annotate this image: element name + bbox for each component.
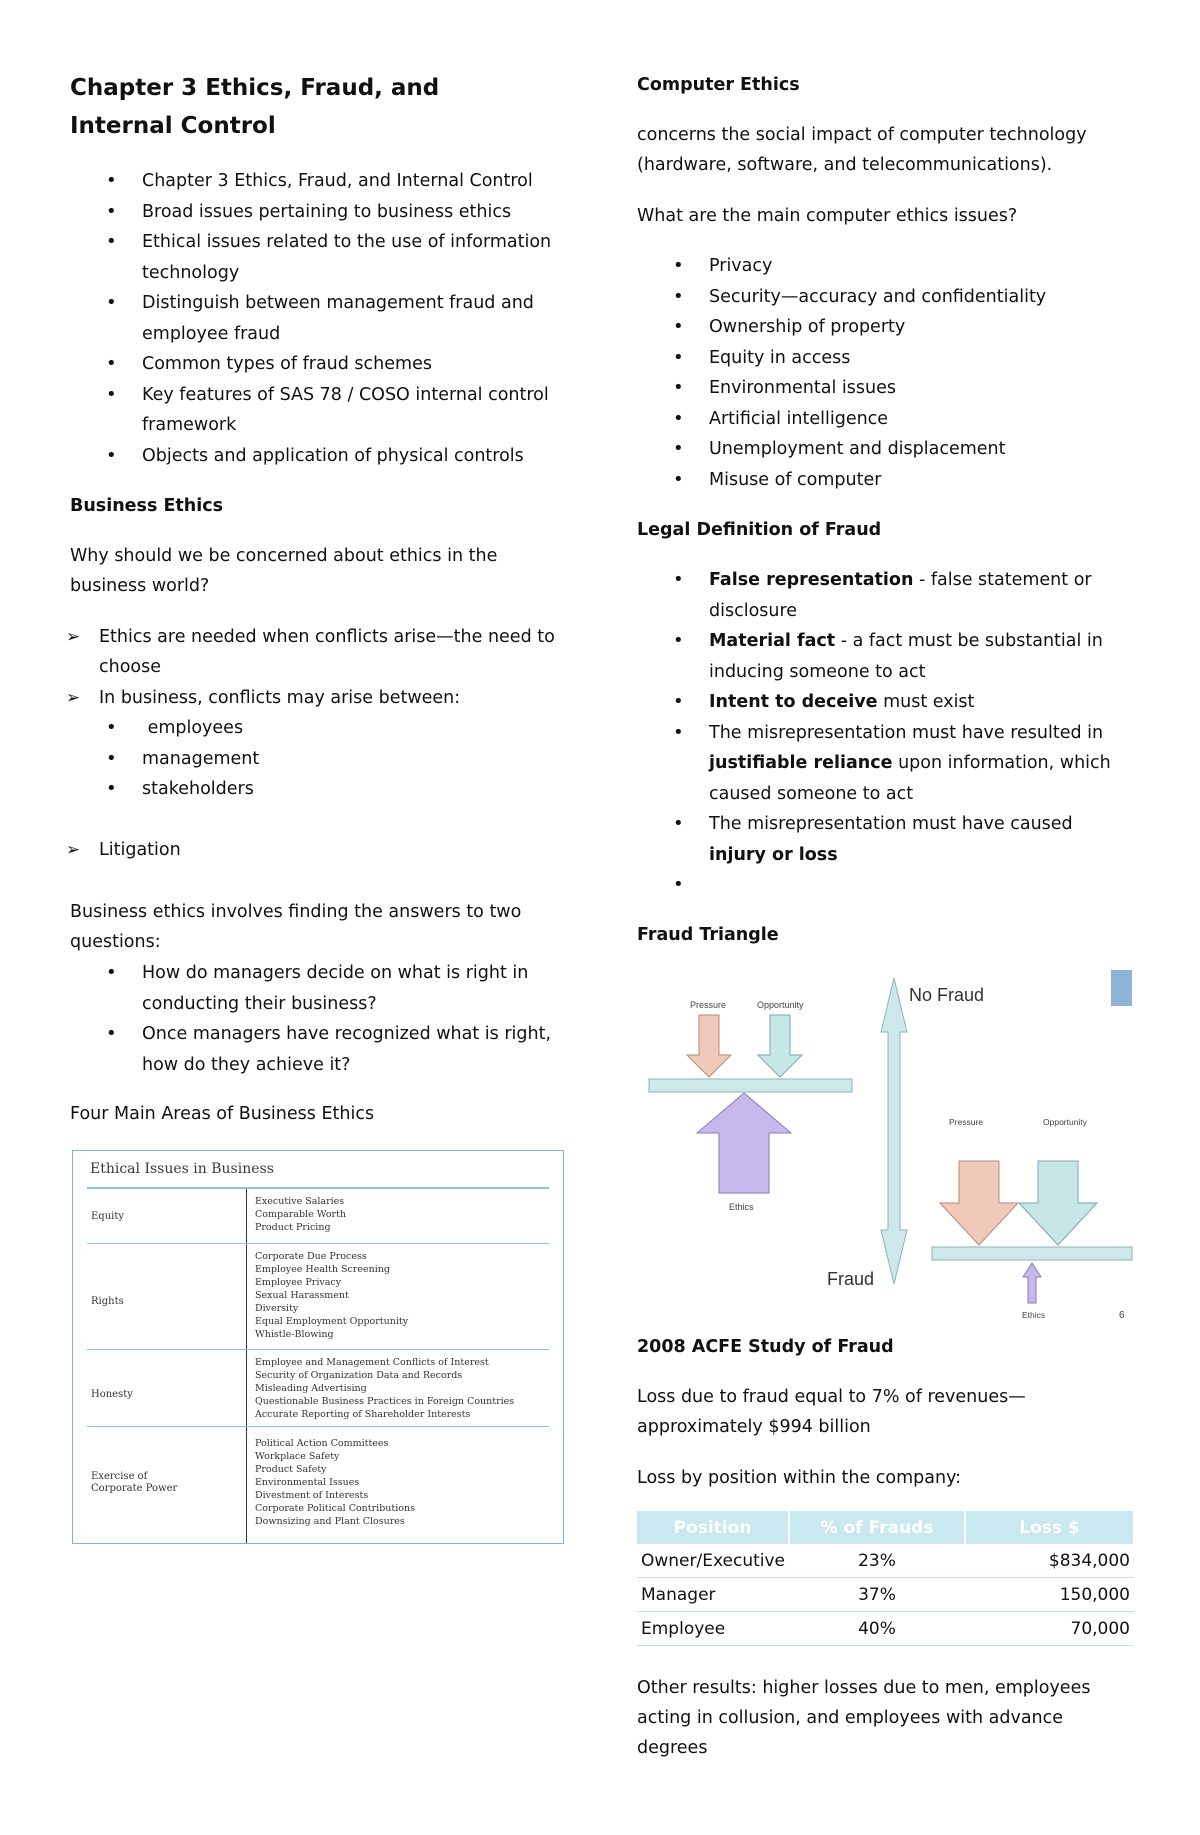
- list-item: • Ethical issues related to the use of information technology: [142, 227, 562, 288]
- category-label: Equity: [91, 1211, 125, 1222]
- opportunity-label: Opportunity: [1043, 1117, 1087, 1127]
- table-cell: Executive Salaries: [255, 1196, 345, 1207]
- table-header-row: [637, 1511, 1134, 1544]
- arrow-item: [66, 835, 569, 865]
- table-cell: Security of Organization Data and Records: [255, 1370, 463, 1381]
- ethics-table-title: Ethical Issues in Business: [90, 1161, 274, 1177]
- arrow-item-text: In business, conflicts may arise between:: [99, 688, 461, 708]
- term: justifiable reliance: [709, 753, 893, 773]
- opportunity-arrow: [1019, 1161, 1097, 1245]
- table-cell: Owner/Executive: [637, 1544, 789, 1578]
- list-item: • Distinguish between management fraud and employee fraud: [142, 288, 562, 349]
- balance-bar-top: [649, 1079, 852, 1092]
- list-item: • Privacy: [709, 251, 1129, 282]
- list-item: • Unemployment and displacement: [709, 434, 1129, 465]
- ethics-questions-list: [142, 958, 562, 1080]
- term: Material fact: [709, 631, 836, 651]
- list-item: [709, 870, 1134, 901]
- category-items: [255, 1437, 415, 1528]
- table-row: [637, 1612, 1134, 1646]
- business-ethics-intro: Business ethics involves finding the answers to two questions:: [70, 902, 522, 952]
- fraud-triangle-heading: Fraud Triangle: [637, 925, 779, 945]
- table-cell: Employee: [637, 1612, 789, 1646]
- list-item: • Environmental issues: [709, 373, 1129, 404]
- computer-ethics-question: What are the main computer ethics issues?: [637, 206, 1018, 226]
- table-cell: Workplace Safety: [255, 1451, 340, 1462]
- list-item: • Security—accuracy and confidentiality: [709, 282, 1129, 313]
- table-cell: Equal Employment Opportunity: [255, 1316, 409, 1327]
- list-item: [709, 718, 1134, 810]
- pressure-label: Pressure: [690, 1000, 727, 1010]
- category-label: Honesty: [91, 1389, 133, 1400]
- computer-ethics-issues-list: [709, 251, 1129, 495]
- arrow-bullet-icon: ➢: [66, 688, 81, 708]
- ethics-arrow-large: [697, 1093, 791, 1193]
- table-cell: Manager: [637, 1578, 789, 1612]
- arrow-item: [66, 622, 569, 682]
- list-item: • Once managers have recognized what is right, how do they achieve it?: [142, 1019, 562, 1080]
- category-items: [255, 1356, 514, 1421]
- opportunity-arrow: [758, 1015, 802, 1077]
- page-title: Chapter 3 Ethics, Fraud, and Internal Control: [70, 75, 440, 139]
- list-item: • Common types of fraud schemes: [142, 349, 562, 380]
- legal-fraud-list: [709, 565, 1134, 901]
- list-item: [709, 809, 1134, 870]
- acfe-loss-text: Loss due to fraud equal to 7% of revenues—approximately $994 billion: [637, 1387, 1026, 1437]
- list-item: • How do managers decide on what is right in conducting their business?: [142, 958, 562, 1019]
- ethics-label: Ethics: [729, 1202, 754, 1212]
- list-item: • Chapter 3 Ethics, Fraud, and Internal Control: [142, 166, 562, 197]
- column-header: Loss $: [965, 1511, 1134, 1544]
- list-item: • Key features of SAS 78 / COSO internal control framework: [142, 380, 562, 441]
- table-cell: Sexual Harassment: [255, 1290, 349, 1301]
- definition: - false statement or disclosure: [709, 570, 1092, 621]
- column-header: % of Frauds: [789, 1511, 965, 1544]
- table-cell: Product Pricing: [255, 1222, 331, 1233]
- table-cell: Product Safety: [255, 1464, 327, 1475]
- table-cell: Accurate Reporting of Shareholder Interests: [255, 1409, 471, 1420]
- table-rule: [87, 1187, 549, 1189]
- list-item: • Equity in access: [709, 343, 1129, 374]
- table-cell: Employee and Management Conflicts of Interest: [255, 1357, 489, 1368]
- four-areas-caption: Four Main Areas of Business Ethics: [70, 1104, 375, 1124]
- arrow-bullet-icon: ➢: [66, 840, 81, 860]
- table-cell: Divestment of Interests: [255, 1490, 369, 1501]
- computer-ethics-definition: concerns the social impact of computer technology (hardware, software, and telecommunications).: [637, 125, 1087, 175]
- fraud-by-position-table: [637, 1511, 1135, 1646]
- table-cell: Downsizing and Plant Closures: [255, 1516, 405, 1527]
- list-item: • employees: [142, 713, 542, 744]
- definition: The misrepresentation must have resulted in: [709, 722, 1104, 743]
- table-cell: Questionable Business Practices in Foreign Countries: [255, 1396, 515, 1407]
- balance-bar-bottom: [932, 1247, 1132, 1260]
- table-cell: Employee Health Screening: [255, 1264, 390, 1275]
- arrow-item-text: Litigation: [99, 840, 181, 860]
- no-fraud-label: No Fraud: [909, 985, 985, 1005]
- category-items: [255, 1250, 408, 1341]
- category-label: Exercise of Corporate Power: [91, 1471, 178, 1494]
- conflict-parties-list: [142, 713, 542, 805]
- slide-accent: [1111, 970, 1132, 1006]
- list-item: • Misuse of computer: [709, 465, 1129, 496]
- table-row: [637, 1544, 1134, 1578]
- pressure-label: Pressure: [949, 1117, 984, 1127]
- ethics-arrow-small: [1023, 1263, 1041, 1303]
- table-cell: 150,000: [965, 1578, 1134, 1612]
- column-header: Position: [637, 1511, 789, 1544]
- acfe-heading: 2008 ACFE Study of Fraud: [637, 1337, 894, 1357]
- definition: The misrepresentation must have caused: [709, 814, 1073, 834]
- opportunity-label: Opportunity: [757, 1000, 804, 1010]
- table-cell: Corporate Due Process: [255, 1251, 367, 1262]
- list-item: • Ownership of property: [709, 312, 1129, 343]
- fraud-label: Fraud: [827, 1269, 875, 1289]
- table-cell: Whistle-Blowing: [255, 1329, 334, 1340]
- arrow-bullet-icon: ➢: [66, 627, 81, 647]
- definition: must exist: [877, 692, 975, 712]
- table-rule: [87, 1243, 549, 1244]
- list-item: [709, 687, 1134, 718]
- list-item: • Artificial intelligence: [709, 404, 1129, 435]
- computer-ethics-heading: Computer Ethics: [637, 75, 800, 95]
- table-cell: Employee Privacy: [255, 1277, 342, 1288]
- term: injury or loss: [709, 844, 838, 865]
- table-cell: 40%: [789, 1612, 965, 1646]
- legal-fraud-heading: Legal Definition of Fraud: [637, 520, 882, 540]
- table-rule: [87, 1426, 549, 1427]
- table-cell: Diversity: [255, 1303, 299, 1314]
- overview-list: [142, 166, 562, 471]
- category-items: [255, 1195, 346, 1234]
- business-ethics-question: Why should we be concerned about ethics in the business world?: [70, 546, 498, 596]
- definition: upon information, which caused someone to act: [709, 753, 1111, 804]
- ethics-issues-table: [72, 1150, 564, 1544]
- slide-number: 6: [1119, 1310, 1125, 1321]
- list-item: [709, 565, 1134, 626]
- pressure-arrow: [687, 1015, 731, 1077]
- ethics-label: Ethics: [1022, 1310, 1046, 1320]
- list-item: • management: [142, 744, 542, 775]
- category-label: Rights: [91, 1296, 124, 1307]
- list-item: • Objects and application of physical controls: [142, 441, 562, 472]
- table-cell: $834,000: [965, 1544, 1134, 1578]
- business-ethics-heading: Business Ethics: [70, 496, 224, 516]
- definition: - a fact must be substantial in inducing someone to act: [709, 631, 1103, 682]
- table-rule: [87, 1349, 549, 1350]
- table-cell: Environmental Issues: [255, 1477, 360, 1488]
- list-item: • stakeholders: [142, 774, 542, 805]
- term: False representation: [709, 570, 914, 590]
- table-row: [637, 1578, 1134, 1612]
- fraud-triangle-diagram: [637, 965, 1137, 1321]
- table-cell: Comparable Worth: [255, 1209, 347, 1220]
- fraud-scale-arrow: [881, 978, 907, 1284]
- term: Intent to deceive: [709, 692, 878, 712]
- table-cell: 37%: [789, 1578, 965, 1612]
- table-cell: 70,000: [965, 1612, 1134, 1646]
- table-cell: Political Action Committees: [255, 1438, 389, 1449]
- pressure-arrow: [940, 1161, 1018, 1245]
- table-cell: Corporate Political Contributions: [255, 1503, 415, 1514]
- list-item: [709, 626, 1134, 687]
- table-cell: Misleading Advertising: [255, 1383, 367, 1394]
- table-cell: 23%: [789, 1544, 965, 1578]
- list-item: • Broad issues pertaining to business ethics: [142, 197, 562, 228]
- arrow-item: [66, 683, 569, 713]
- acfe-other-results: Other results: higher losses due to men, employees acting in collusion, and employees with advance degrees: [637, 1678, 1091, 1758]
- arrow-item-text: Ethics are needed when conflicts arise—the need to choose: [99, 627, 555, 677]
- acfe-position-text: Loss by position within the company:: [637, 1468, 962, 1488]
